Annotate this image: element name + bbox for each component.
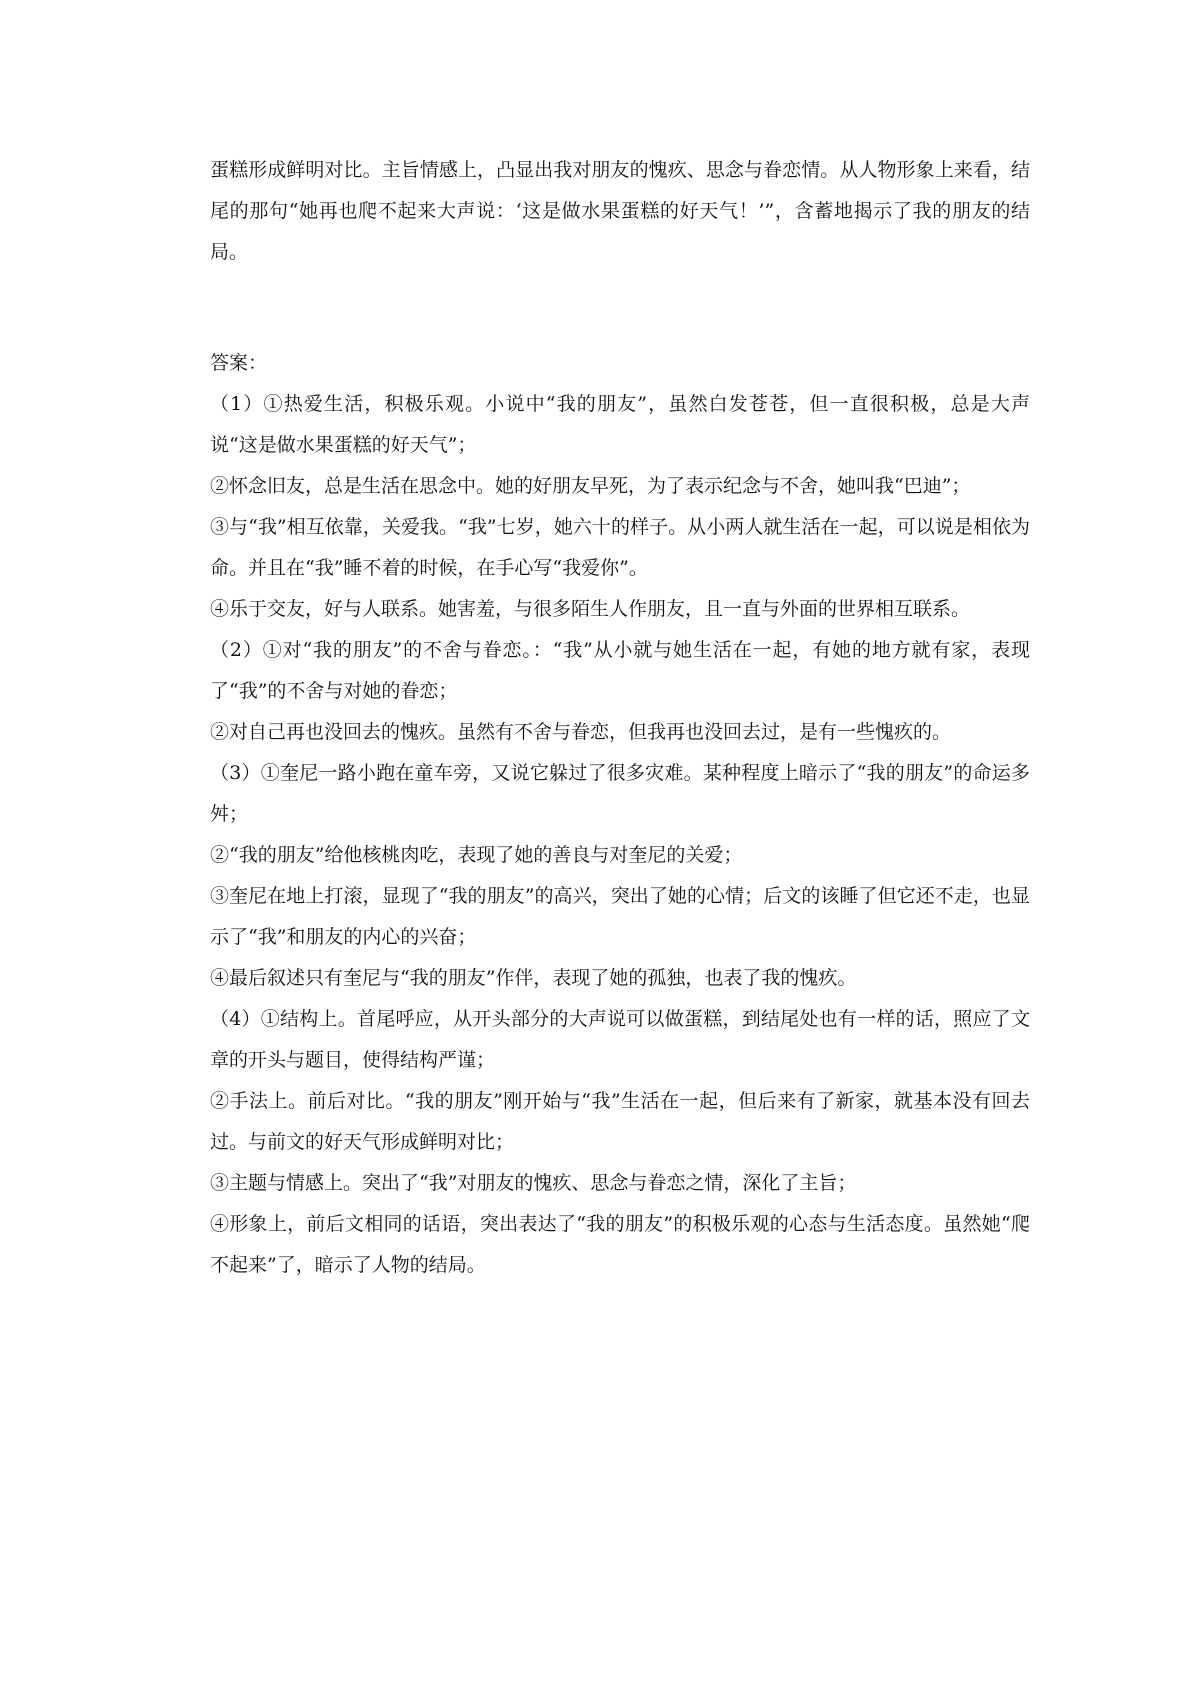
answer-1-point-3: ③与“我”相互依靠，关爱我。“我”七岁，她六十的样子。从小两人就生活在一起，可以说是相依为命。并且在“我”睡不着的时候，在手心写“我爱你”。: [210, 516, 1030, 579]
answer-label: 答案：: [210, 352, 268, 374]
answer-1-point-1: （1）①热爱生活，积极乐观。小说中“我的朋友”，虽然白发苍苍，但一直很积极，总是大声说“这是做水果蛋糕的好天气”；: [210, 393, 1030, 456]
document-body: [210, 150, 1030, 1286]
answer-1-point-2: ②怀念旧友，总是生活在思念中。她的好朋友早死，为了表示纪念与不舍，她叫我“巴迪”；: [210, 475, 971, 497]
answer-3-point-1: （3）①奎尼一路小跑在童车旁，又说它躲过了很多灾难。某种程度上暗示了“我的朋友”的命运多舛；: [210, 762, 1030, 825]
answer-2-point-1: （2）①对“我的朋友”的不舍与眷恋。：“我”从小就与她生活在一起，有她的地方就有家，表现了“我”的不舍与对她的眷恋；: [210, 639, 1030, 702]
answer-2-point-2: ②对自己再也没回去的愧疚。虽然有不舍与眷恋，但我再也没回去过，是有一些愧疚的。: [210, 721, 952, 743]
paragraph-spacer: [210, 273, 1030, 343]
answer-4-point-1: （4）①结构上。首尾呼应，从开头部分的大声说可以做蛋糕，到结尾处也有一样的话，照应了文章的开头与题目，使得结构严谨；: [210, 1008, 1030, 1071]
answer-1-point-4: ④乐于交友，好与人联系。她害羞，与很多陌生人作朋友，且一直与外面的世界相互联系。: [210, 598, 971, 620]
answer-4-point-4: ④形象上，前后文相同的话语，突出表达了“我的朋友”的积极乐观的心态与生活态度。虽然她“爬不起来”了，暗示了人物的结局。: [210, 1213, 1030, 1276]
analysis-paragraph: 蛋糕形成鲜明对比。主旨情感上，凸显出我对朋友的愧疚、思念与眷恋情。从人物形象上来看，结尾的那句“她再也爬不起来大声说：‘这是做水果蛋糕的好天气！’”，含蓄地揭示了我的朋友的结局。: [210, 159, 1030, 263]
answer-3-point-4: ④最后叙述只有奎尼与“我的朋友”作伴，表现了她的孤独，也表了我的愧疚。: [210, 967, 857, 989]
answer-4-point-2: ②手法上。前后对比。“我的朋友”刚开始与“我”生活在一起，但后来有了新家，就基本没有回去过。与前文的好天气形成鲜明对比；: [210, 1090, 1030, 1153]
answer-4-point-3: ③主题与情感上。突出了“我”对朋友的愧疚、思念与眷恋之情，深化了主旨；: [210, 1172, 857, 1194]
answer-3-point-3: ③奎尼在地上打滚，显现了“我的朋友”的高兴，突出了她的心情；后文的该睡了但它还不走，也显示了“我”和朋友的内心的兴奋；: [210, 885, 1030, 948]
answer-3-point-2: ②“我的朋友”给他核桃肉吃，表现了她的善良与对奎尼的关爱；: [210, 844, 743, 866]
